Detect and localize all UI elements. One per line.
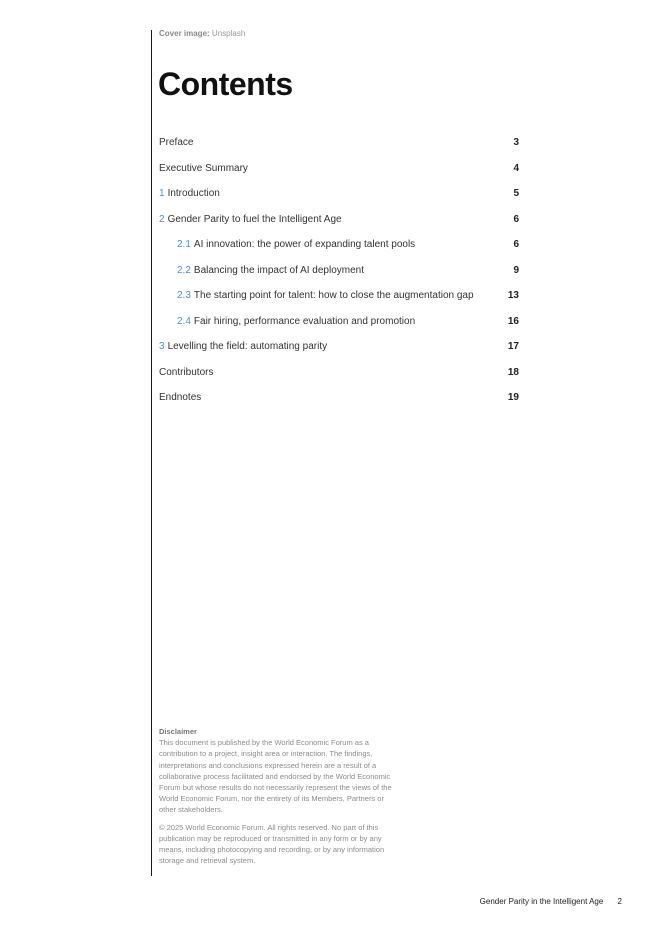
toc-page: 3 bbox=[513, 137, 519, 148]
toc-label: Levelling the field: automating parity bbox=[167, 341, 328, 352]
toc-label: Executive Summary bbox=[159, 162, 248, 174]
toc-number: 2.4 bbox=[177, 315, 191, 327]
disclaimer-heading: Disclaimer bbox=[159, 727, 197, 736]
toc-subitem-balancing-impact[interactable] bbox=[159, 264, 519, 290]
toc-subitem-fair-hiring[interactable] bbox=[159, 315, 519, 341]
toc-item-contributors[interactable] bbox=[159, 366, 519, 392]
toc-label: The starting point for talent: how to close the augmentation gap bbox=[193, 290, 474, 301]
toc-number: 2.3 bbox=[177, 290, 191, 301]
toc-page: 13 bbox=[507, 290, 519, 301]
toc-number: 2.2 bbox=[177, 264, 191, 276]
toc-page: 4 bbox=[513, 162, 519, 174]
footer-title: Gender Parity in the Intelligent Age bbox=[479, 897, 604, 906]
page-title: Contents bbox=[158, 66, 293, 102]
toc-label: Endnotes bbox=[159, 392, 202, 403]
toc-number: 2.1 bbox=[177, 239, 191, 250]
toc-number: 1 bbox=[159, 188, 165, 199]
toc-item-gender-parity[interactable] bbox=[159, 213, 519, 239]
toc-item-levelling-field[interactable] bbox=[159, 340, 519, 366]
footer-page-number: 2 bbox=[617, 897, 622, 906]
toc-page: 6 bbox=[513, 213, 519, 225]
toc-page: 17 bbox=[507, 341, 519, 352]
toc-label: Preface bbox=[159, 137, 194, 148]
toc-page: 6 bbox=[513, 239, 519, 250]
cover-credit bbox=[159, 29, 245, 39]
toc-label: AI innovation: the power of expanding talent pools bbox=[193, 239, 416, 250]
toc-page: 5 bbox=[513, 188, 519, 199]
toc-item-preface[interactable] bbox=[159, 136, 519, 162]
toc-label: Balancing the impact of AI deployment bbox=[193, 264, 365, 276]
disclaimer-body: This document is published by the World Economic Forum as a contribution to a project, insight area or interaction. The findings, interpretations and conclusions expressed herein are a result of a collaborative process facilitated and endorsed by the World Economic Forum but whose results do not necessarily represent the views of the World Economic Forum, nor the entirety of its Members, Partners or other stakeholders. bbox=[159, 738, 392, 815]
disclaimer bbox=[159, 726, 394, 866]
toc-item-executive-summary[interactable] bbox=[159, 162, 519, 188]
toc-subitem-ai-innovation[interactable] bbox=[159, 238, 519, 264]
toc-item-introduction[interactable] bbox=[159, 187, 519, 213]
toc-page: 16 bbox=[507, 315, 519, 327]
toc-label: Introduction bbox=[167, 188, 220, 199]
cover-credit-label: Cover image: bbox=[159, 29, 210, 38]
table-of-contents bbox=[159, 136, 519, 417]
copyright-notice: © 2025 World Economic Forum. All rights reserved. No part of this publication may be reproduced or transmitted in any form or by any means, including photocopying and recording, or by any information storage and retrieval system. bbox=[159, 822, 385, 866]
toc-label: Gender Parity to fuel the Intelligent Age bbox=[167, 213, 342, 225]
toc-label: Fair hiring, performance evaluation and promotion bbox=[193, 315, 416, 327]
toc-number: 3 bbox=[159, 341, 165, 352]
toc-number: 2 bbox=[159, 213, 165, 225]
toc-subitem-augmentation-gap[interactable] bbox=[159, 289, 519, 315]
toc-label: Contributors bbox=[159, 366, 214, 378]
left-rule bbox=[151, 30, 152, 876]
toc-item-endnotes[interactable] bbox=[159, 391, 519, 417]
toc-page: 9 bbox=[513, 264, 519, 276]
toc-page: 18 bbox=[507, 366, 519, 378]
cover-credit-value: Unsplash bbox=[211, 29, 246, 38]
page-footer bbox=[480, 897, 622, 907]
toc-page: 19 bbox=[507, 392, 519, 403]
